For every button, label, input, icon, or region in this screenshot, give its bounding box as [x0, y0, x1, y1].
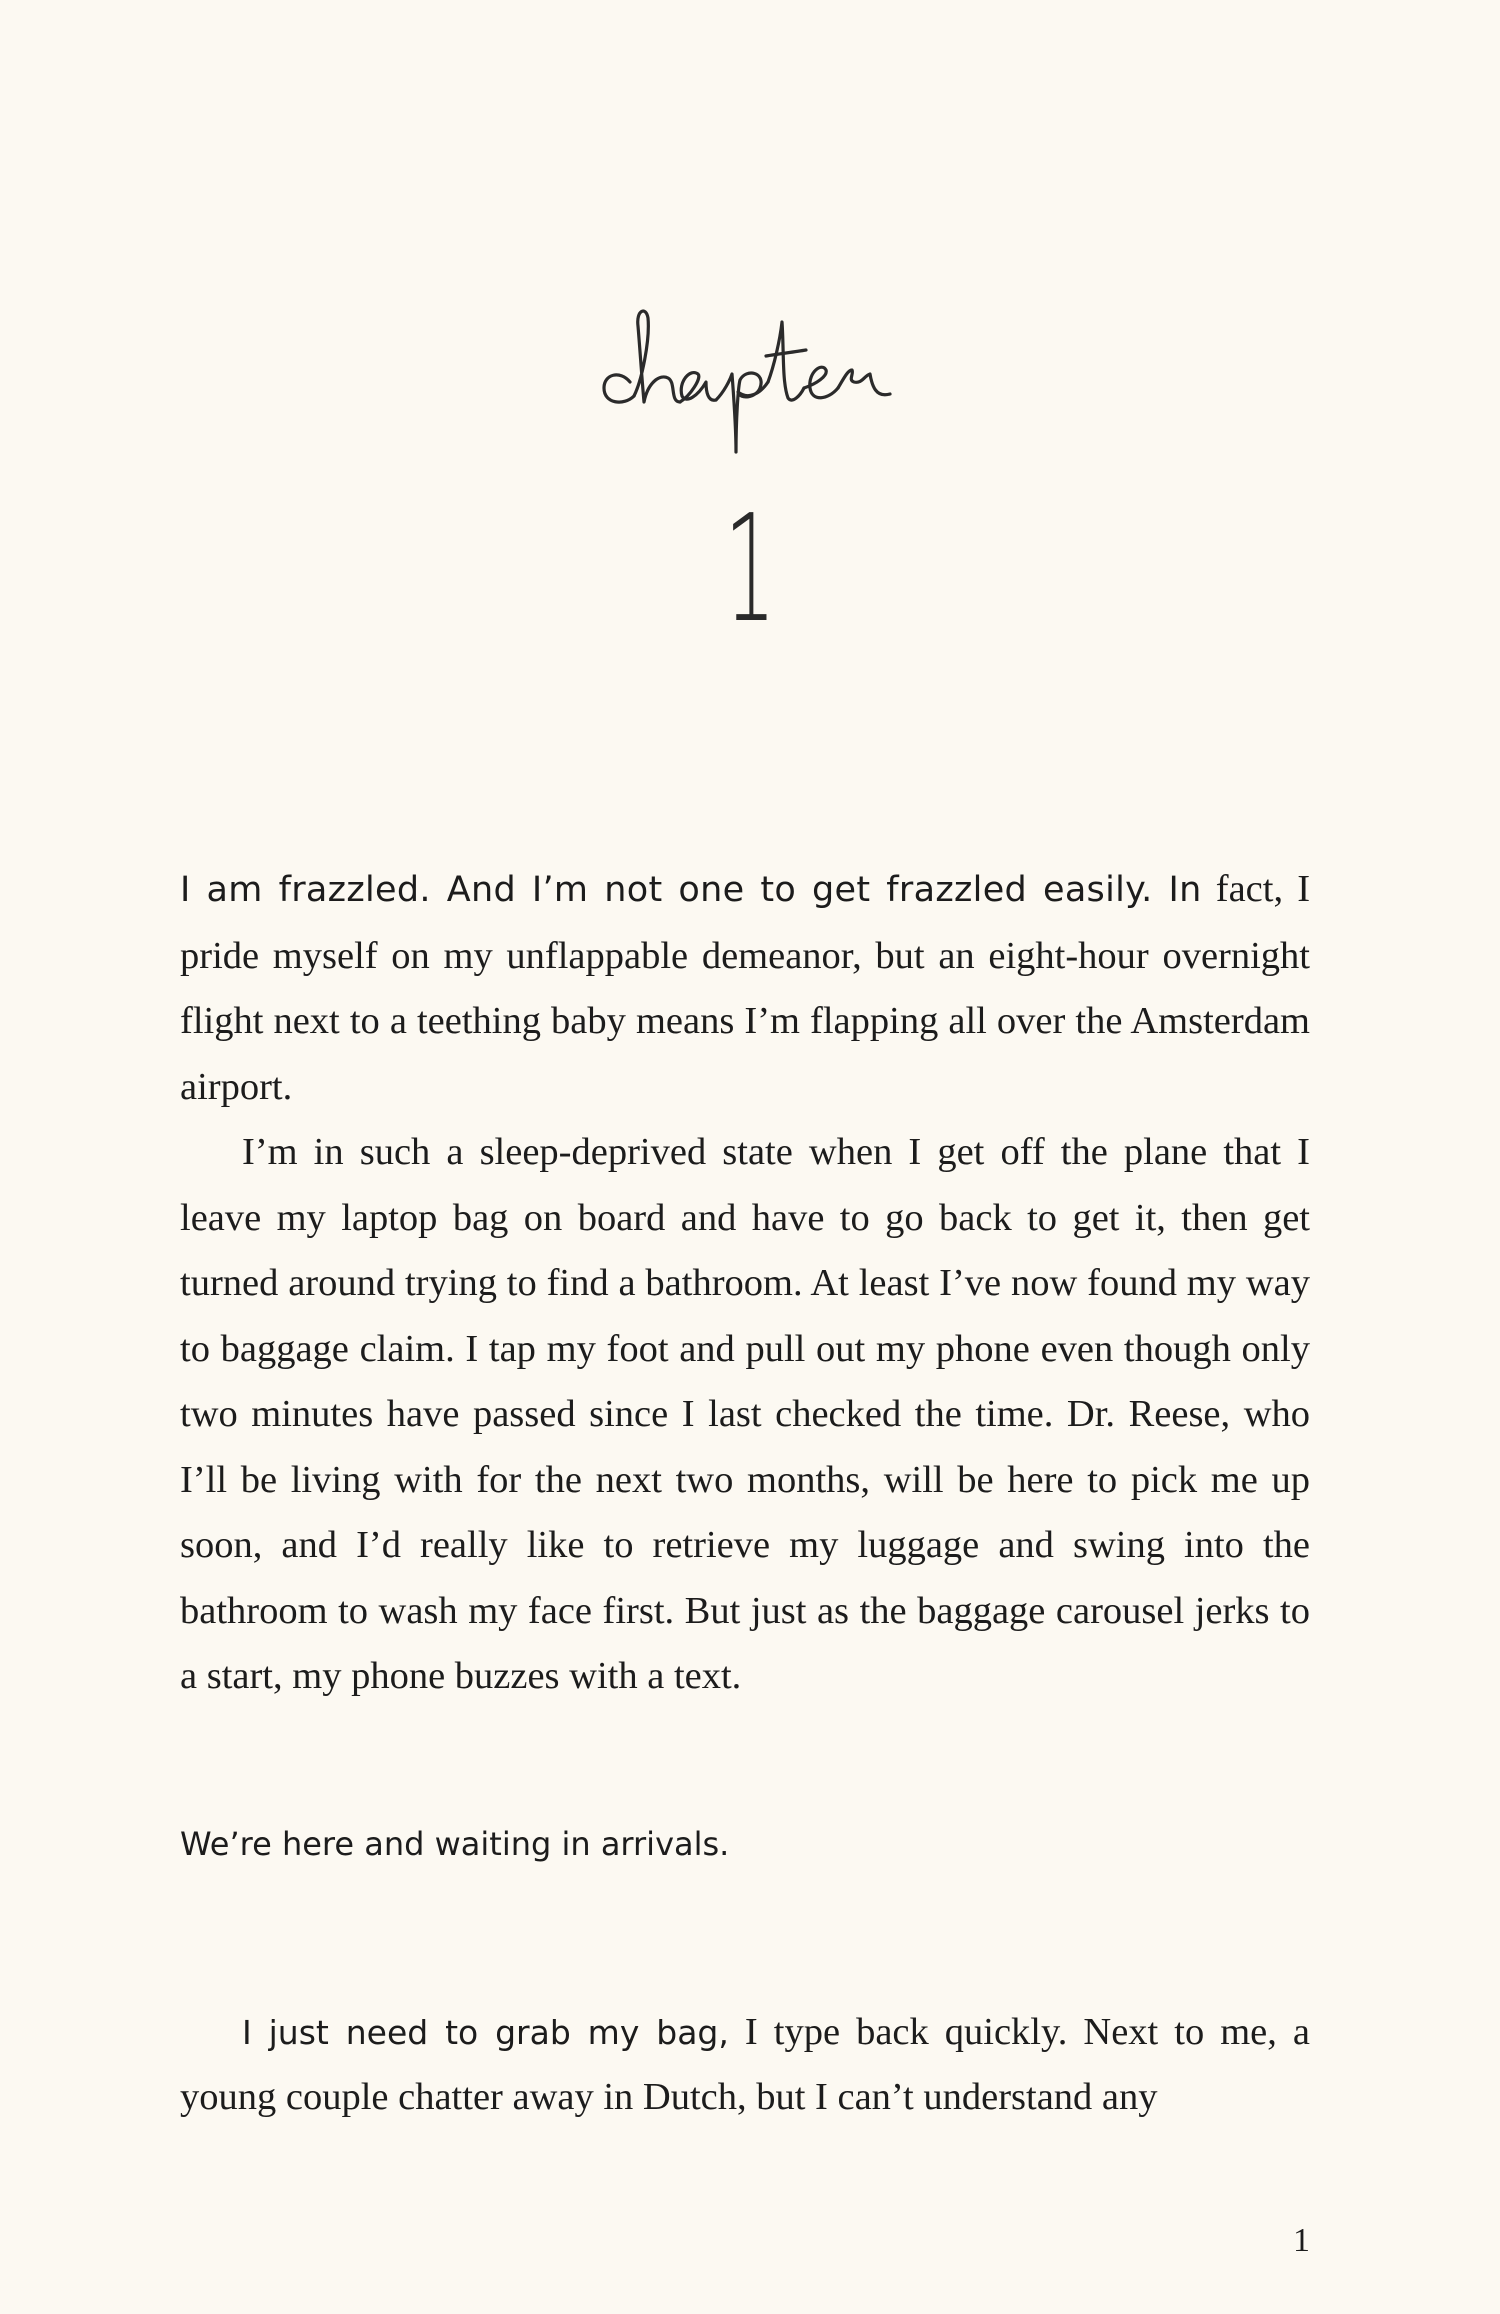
paragraph-3-text: I type back quickly. Next to me, a young couple chatter away in Dutch, but I can’t understand any [180, 2010, 1311, 2118]
paragraph-3 [180, 2000, 1310, 2131]
chapter-heading [0, 270, 1500, 655]
text-message: We’re here and waiting in arrivals. [180, 1825, 730, 1863]
opening-line: I am frazzled. And I’m not one to get frazzled easily. In [180, 870, 1202, 910]
page-number: 1 [1293, 2222, 1310, 2259]
chapter-number [0, 483, 1500, 655]
chapter-number-digit: 1 [724, 483, 776, 655]
chapter-body [180, 857, 1310, 1710]
paragraph-1-text: fact, I pride myself on my unflappable demeanor, but an eight-hour overnight flight next to a teething baby means I’m flapping all over the Amsterdam airport. [180, 868, 1311, 1108]
typed-reply: I just need to grab my bag, [242, 2012, 729, 2052]
chapter-script-title [0, 270, 1500, 460]
chapter-script-lettering [590, 270, 910, 460]
paragraph-1 [180, 857, 1310, 1120]
paragraph-2: I’m in such a sleep-deprived state when I get off the plane that I leave my laptop bag on board and have to go back to get it, then get turned around trying to find a bathroom. At least I’ve now found my way to baggage claim. I tap my foot and pull out my phone even though only two minutes have passed since I last checked the time. Dr. Reese, who I’ll be living with for the next two months, will be here to pick me up soon, and I’d really like to retrieve my luggage and swing into the bathroom to wash my face first. But just as the baggage carousel jerks to a start, my phone buzzes with a text. [180, 1131, 1310, 1697]
